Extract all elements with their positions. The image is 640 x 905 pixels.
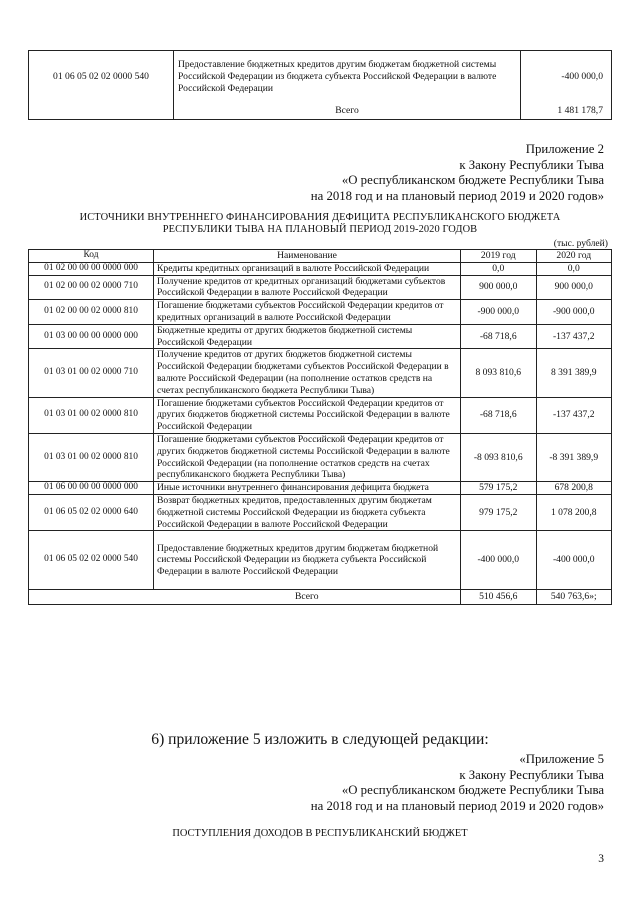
row-name: Погашение бюджетами субъектов Российской Федерации кредитов от других бюджетов бюджетной системы Российской Федерации в валюте Российской Федерации xyxy=(154,397,461,433)
row-name: Иные источники внутреннего финансирования дефицита бюджета xyxy=(154,482,461,495)
row-2020: 1 078 200,8 xyxy=(536,494,612,530)
total-label: Всего xyxy=(174,103,521,120)
row-code: 01 06 05 02 02 0000 540 xyxy=(29,531,154,590)
page-number: 3 xyxy=(598,853,604,865)
table-row xyxy=(29,531,612,590)
appendix-line: на 2018 год и на плановый период 2019 и 2020 годов» xyxy=(310,798,604,813)
header-2020: 2020 год xyxy=(536,250,612,263)
header-code: Код xyxy=(29,250,154,263)
appendix-line: Приложение 2 xyxy=(525,142,604,156)
row-name: Бюджетные кредиты от других бюджетов бюджетной системы Российской Федерации xyxy=(154,324,461,349)
appendix-line: «О республиканском бюджете Республики Тыва xyxy=(341,783,604,798)
row-name: Получение кредитов от других бюджетов бюджетной системы Российской Федерации бюджетами субъектов Российской Федерации в валюте Российской Федерации (на пополнение остатков средств на счетах республиканского бюджета Республики Тыва) xyxy=(154,349,461,397)
row-name: Предоставление бюджетных кредитов другим бюджетам бюджетной системы Российской Федерации из бюджета субъекта Российской Федерации в валюте Российской Федерации xyxy=(174,51,521,104)
page-title xyxy=(28,212,612,236)
appendix-line: к Закону Республики Тыва xyxy=(459,157,604,172)
row-2019: 579 175,2 xyxy=(461,482,537,495)
appendix-line: к Закону Республики Тыва xyxy=(459,767,604,782)
row-2019: -68 718,6 xyxy=(461,324,537,349)
title-line: ИСТОЧНИКИ ВНУТРЕННЕГО ФИНАНСИРОВАНИЯ ДЕФИЦИТА РЕСПУБЛИКАНСКОГО БЮДЖЕТА xyxy=(79,212,561,223)
row-2020: 8 391 389,9 xyxy=(536,349,612,397)
total-row xyxy=(29,590,612,605)
row-2019: -68 718,6 xyxy=(461,397,537,433)
table-row xyxy=(29,494,612,530)
row-name: Получение кредитов от кредитных организаций бюджетами субъектов Российской Федерации в валюте Российской Федерации xyxy=(154,275,461,300)
table-row xyxy=(29,275,612,300)
row-name: Погашение бюджетами субъектов Российской Федерации кредитов от кредитных организаций в валюте Российской Федерации xyxy=(154,300,461,325)
row-2020: -400 000,0 xyxy=(536,531,612,590)
table-row xyxy=(29,349,612,397)
table-row xyxy=(29,482,612,495)
table-row xyxy=(29,397,612,433)
row-value: -400 000,0 xyxy=(561,71,603,82)
row-2019: 0,0 xyxy=(461,262,537,275)
row-name: Предоставление бюджетных кредитов другим бюджетам бюджетной системы Российской Федерации из бюджета субъекта Российской Федерации в валюте Российской Федерации xyxy=(154,531,461,590)
row-2019: -900 000,0 xyxy=(461,300,537,325)
total-2020: 540 763,6»; xyxy=(536,590,612,605)
total-row xyxy=(29,103,612,120)
appendix-5-header xyxy=(311,752,604,814)
amendment-instruction: 6) приложение 5 изложить в следующей редакции: xyxy=(151,731,489,748)
row-code: 01 06 05 02 02 0000 540 xyxy=(29,51,174,104)
appendix-line: «О республиканском бюджете Республики Тыва xyxy=(341,173,604,188)
appendix-line: «Приложение 5 xyxy=(519,752,604,766)
table-row xyxy=(29,51,612,104)
row-code: 01 03 01 00 02 0000 810 xyxy=(29,397,154,433)
total-label: Всего xyxy=(154,590,461,605)
row-code: 01 02 00 00 02 0000 710 xyxy=(29,275,154,300)
row-2020: 900 000,0 xyxy=(536,275,612,300)
units-label: (тыс. рублей) xyxy=(553,238,608,249)
row-2020: -137 437,2 xyxy=(536,397,612,433)
row-2020: 678 200,8 xyxy=(536,482,612,495)
financing-table xyxy=(28,249,612,605)
row-code: 01 03 00 00 00 0000 000 xyxy=(29,324,154,349)
table-row xyxy=(29,300,612,325)
table-row xyxy=(29,262,612,275)
table-header-row xyxy=(29,250,612,263)
row-name: Возврат бюджетных кредитов, предоставленных другим бюджетам бюджетной системы Российской Федерации из бюджета субъекта Российской Федерации в валюте Российской Федерации xyxy=(154,494,461,530)
row-2020: -900 000,0 xyxy=(536,300,612,325)
total-blank xyxy=(29,103,174,120)
total-value: 1 481 178,7 xyxy=(557,105,603,116)
row-code: 01 06 05 02 02 0000 640 xyxy=(29,494,154,530)
row-2019: -8 093 810,6 xyxy=(461,433,537,481)
row-name: Кредиты кредитных организаций в валюте Российской Федерации xyxy=(154,262,461,275)
row-name: Погашение бюджетами субъектов Российской Федерации кредитов от других бюджетов бюджетной системы Российской Федерации в валюте Российской Федерации (на пополнение остатков средств на счетах республиканского бюджета Республики Тыва) xyxy=(154,433,461,481)
continued-table xyxy=(28,50,612,120)
row-2019: 8 093 810,6 xyxy=(461,349,537,397)
table-row xyxy=(29,433,612,481)
row-code: 01 02 00 00 00 0000 000 xyxy=(29,262,154,275)
row-2020: 0,0 xyxy=(536,262,612,275)
row-2019: 979 175,2 xyxy=(461,494,537,530)
row-code: 01 06 00 00 00 0000 000 xyxy=(29,482,154,495)
header-name: Наименование xyxy=(154,250,461,263)
row-code: 01 03 01 00 02 0000 810 xyxy=(29,433,154,481)
row-2020: -137 437,2 xyxy=(536,324,612,349)
row-2020: -8 391 389,9 xyxy=(536,433,612,481)
appendix-2-header xyxy=(311,142,604,204)
row-code: 01 02 00 00 02 0000 810 xyxy=(29,300,154,325)
section-title: ПОСТУПЛЕНИЯ ДОХОДОВ В РЕСПУБЛИКАНСКИЙ БЮДЖЕТ xyxy=(172,828,468,839)
appendix-line: на 2018 год и на плановый период 2019 и 2020 годов» xyxy=(310,188,604,203)
row-code: 01 03 01 00 02 0000 710 xyxy=(29,349,154,397)
header-2019: 2019 год xyxy=(461,250,537,263)
row-2019: 900 000,0 xyxy=(461,275,537,300)
row-2019: -400 000,0 xyxy=(461,531,537,590)
title-line: РЕСПУБЛИКИ ТЫВА НА ПЛАНОВЫЙ ПЕРИОД 2019-2020 ГОДОВ xyxy=(162,224,478,235)
total-blank xyxy=(29,590,154,605)
table-row xyxy=(29,324,612,349)
total-2019: 510 456,6 xyxy=(461,590,537,605)
